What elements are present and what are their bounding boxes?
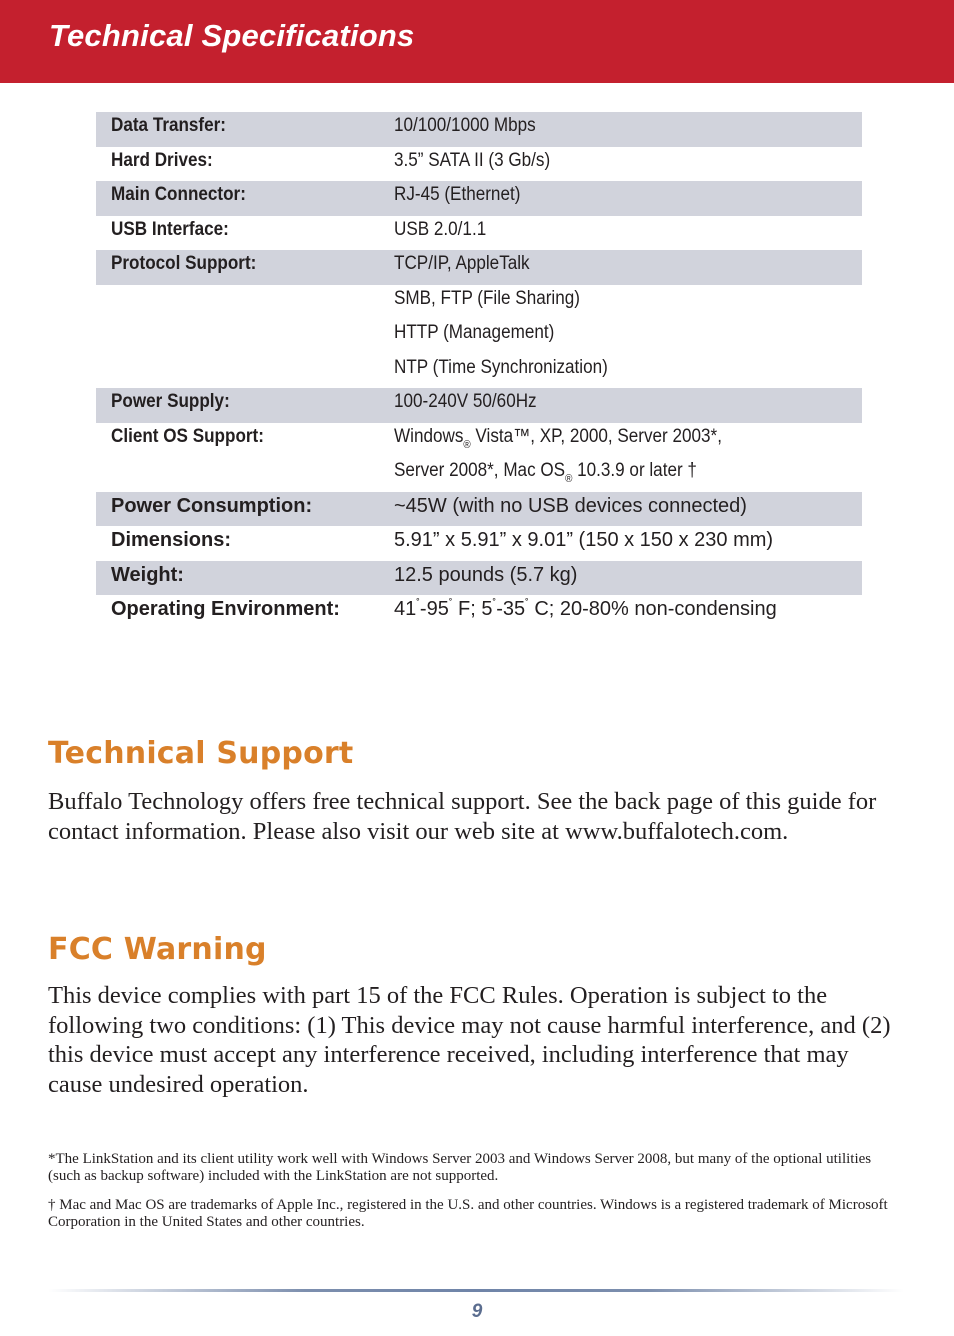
degree-mark: ˚ xyxy=(492,598,497,610)
spec-value-text: -95 xyxy=(419,598,449,620)
fcc-warning-heading: FCC Warning xyxy=(48,932,267,967)
spec-value-text: F; 5 xyxy=(452,598,493,620)
page-number: 9 xyxy=(471,1301,483,1322)
spec-value: ~45W (with no USB devices connected) xyxy=(394,494,747,517)
degree-mark: ˚ xyxy=(416,598,420,610)
spec-value-text: Server 2008*, Mac OS xyxy=(394,460,566,481)
technical-support-heading: Technical Support xyxy=(48,736,354,771)
spec-label: Hard Drives: xyxy=(111,149,213,171)
spec-value: 100-240V 50/60Hz xyxy=(394,391,537,412)
footnote-trademarks: † Mac and Mac OS are trademarks of Apple Inc., registered in the U.S. and other countries. Windows is a registered trademark of Microsoft Corporation in the United States and other countries. xyxy=(48,1197,888,1230)
spec-value: 10/100/1000 Mbps xyxy=(394,115,536,136)
page-header xyxy=(0,0,954,83)
spec-label: Operating Environment: xyxy=(111,598,340,620)
spec-value: RJ-45 (Ethernet) xyxy=(394,184,521,205)
spec-label: Main Connector: xyxy=(111,184,246,205)
spec-label: Protocol Support: xyxy=(111,253,257,274)
page-title: Technical Specifications xyxy=(49,18,415,53)
specifications-table xyxy=(96,112,862,630)
spec-row-power-supply xyxy=(96,388,862,423)
spec-row-main-connector xyxy=(96,181,862,216)
spec-row-usb-interface xyxy=(96,216,862,251)
spec-label: Data Transfer: xyxy=(111,115,227,136)
spec-row-hard-drives xyxy=(96,147,862,182)
spec-value xyxy=(394,460,697,485)
spec-value xyxy=(394,426,722,451)
spec-label: Dimensions: xyxy=(111,529,232,551)
spec-value-text: C; 20-80% non-condensing xyxy=(528,598,777,620)
spec-value-text: -35 xyxy=(496,598,526,620)
spec-row-weight xyxy=(96,561,862,596)
spec-row-client-os-support xyxy=(96,423,862,458)
spec-value: NTP (Time Synchronization) xyxy=(394,356,608,378)
footer-rule xyxy=(48,1289,904,1292)
degree-mark: ˚ xyxy=(525,598,529,610)
spec-value: 5.91” x 5.91” x 9.01” (150 x 150 x 230 mm) xyxy=(394,529,774,551)
fcc-warning-text: This device complies with part 15 of the FCC Rules. Operation is subject to the following two conditions: (1) This device may not cause harmful interference, and (2) this device must accept any interference received, including interference that may cause undesired operation. xyxy=(48,982,891,1098)
spec-row-client-os-support-cont xyxy=(96,457,862,492)
spec-value: HTTP (Management) xyxy=(394,322,555,343)
registered-mark: ® xyxy=(565,473,573,485)
spec-value: SMB, FTP (File Sharing) xyxy=(394,287,580,309)
spec-row-dimensions xyxy=(96,526,862,561)
spec-row-power-consumption xyxy=(96,492,862,527)
spec-value: 3.5” SATA II (3 Gb/s) xyxy=(394,149,551,171)
spec-value-text: Vista™, XP, 2000, Server 2003*, xyxy=(470,425,722,447)
spec-value-text: 10.3.9 or later † xyxy=(572,460,697,481)
spec-value: USB 2.0/1.1 xyxy=(394,218,487,240)
spec-label: USB Interface: xyxy=(111,218,229,240)
spec-row-protocol-extra xyxy=(96,354,862,389)
spec-row-data-transfer xyxy=(96,112,862,147)
degree-mark: ˚ xyxy=(448,598,453,610)
spec-row-protocol-support xyxy=(96,250,862,285)
spec-row-operating-environment xyxy=(96,595,862,630)
spec-label: Weight: xyxy=(111,563,184,586)
spec-label: Client OS Support: xyxy=(111,425,264,447)
spec-value-text: Windows xyxy=(394,425,464,447)
technical-support-text: Buffalo Technology offers free technical support. See the back page of this guide for contact information. Please also visit our web site at www.buffalotech.com. xyxy=(48,788,877,845)
spec-value: TCP/IP, AppleTalk xyxy=(394,253,530,274)
spec-label: Power Consumption: xyxy=(111,494,313,517)
spec-value: 12.5 pounds (5.7 kg) xyxy=(394,563,578,586)
spec-row-protocol-extra xyxy=(96,285,862,320)
spec-row-protocol-extra xyxy=(96,319,862,354)
footnote-windows-server: *The LinkStation and its client utility work well with Windows Server 2003 and Windows Server 2008, but many of the optional utilities (such as backup software) included with the LinkStation are not supported. xyxy=(48,1151,872,1184)
spec-value xyxy=(394,598,777,621)
registered-mark: ® xyxy=(463,438,471,451)
spec-label: Power Supply: xyxy=(111,391,230,412)
spec-value-text: 41 xyxy=(394,598,417,620)
